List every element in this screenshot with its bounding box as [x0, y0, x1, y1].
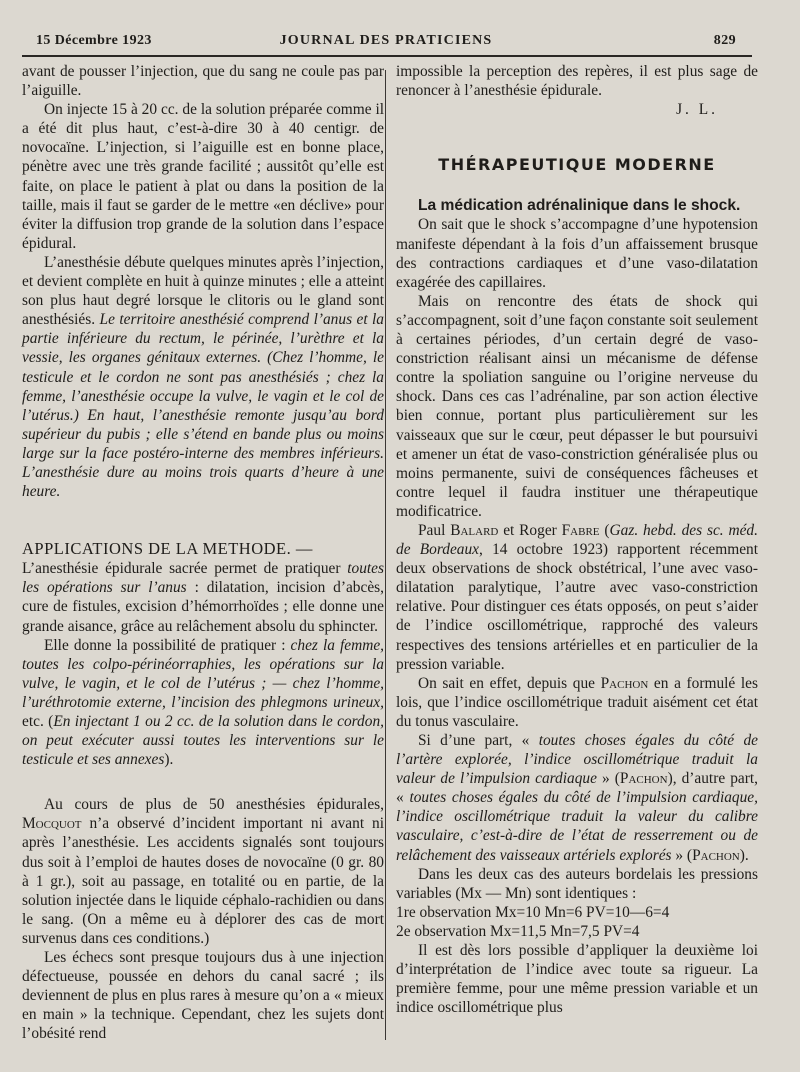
text: On sait en effet, depuis que [418, 674, 595, 692]
author-name: Mocquot [22, 815, 82, 833]
journal-title: JOURNAL DES PRATICIENS [279, 33, 493, 48]
article-title: La médication adrénalinique dans le shock. [418, 197, 741, 215]
author-name: Balard [450, 521, 499, 539]
section-title: THÉRAPEUTIQUE MODERNE [438, 155, 716, 175]
text: Au cours de plus de 50 anesthésies épidurales, [44, 796, 384, 814]
paragraph [396, 731, 758, 865]
paragraph: On sait que le shock s’accompagne d’une hypotension manifeste dépendant à la fois d’un affaissement brusque des contractions cardiaques et d’une vaso-dilatation exagérée des capillaires. [396, 216, 758, 291]
paragraph: Mais on rencontre des états de shock qui s’accompagnent, soit d’une façon constante soit seulement à certaines périodes, d’un certain degré de vaso-constriction réalisant ainsi un mécanisme de défense contre la spoliation sanguine ou l’origine nerveuse du shock. Dans ces cas l’adrénaline, par son action élective bien connue, portant plus particulièrement sur les vaisseaux que sur le cœur, peut dépasser le but poursuivi et amener un état de vaso-constriction généralisée plus ou moins permanente, suivi de conséquences fâcheuses et contre lequel il faudra instituer une thérapeutique modificatrice. [396, 292, 758, 520]
italic-quote: toutes choses égales du côté de l’impulsion cardiaque, l’indice oscillométrique traduit la valeur du calibre vasculaire, c’est-à-dire de l’état de resserrement ou de relâchement des vaisseaux artériels explorés [396, 789, 758, 864]
observation-line: 1re observation Mx=10 Mn=6 PV=10—6=4 [396, 903, 670, 921]
italic-quote: toutes choses égales du côté de l’artère explorée, l’indice oscillométrique traduit la valeur de l’impulsion cardiaque [396, 732, 758, 788]
header-rule [22, 55, 752, 57]
text: » ( [602, 770, 620, 788]
issue-date: 15 Décembre 1923 [36, 33, 152, 48]
italic-text: toutes les opérations sur l’anus [22, 560, 384, 597]
italic-text: chez la femme, toutes les colpo-périnéorraphies, les opérations sur la vulve, le vagin, et le col de l’utérus ; — chez l’homme, l’uréthrotomie externe, l’incision des phlegmons urineux, [22, 636, 384, 711]
observation-line: 2e observation Mx=11,5 Mn=7,5 PV=4 [396, 922, 640, 940]
italic-text: Le territoire anesthésié comprend l’anus et la partie inférieure du rectum, le périnée, l’urèthre et la vessie, les organes génitaux externes. (Chez l’homme, le testicule et le cordon ne sont pas anesthésiés ; chez la femme, l’anesthésie occupe la vulve, le vagin et le col de l’utérus.) En haut, l’anesthésie remonte jusqu’au bord supérieur du pubis ; elle s’étend en bande plus ou moins large sur la face postéro-interne des membres inférieurs. L’anesthésie dure au moins trois quarts d’heure à une heure. [22, 311, 384, 501]
paragraph: Dans les deux cas des auteurs bordelais les pressions variables (Mx — Mn) sont identiques : [396, 865, 758, 902]
text: Elle donne la possibilité de pratiquer : [44, 636, 286, 654]
text: L’anesthésie épidurale sacrée permet de pratiquer [22, 560, 341, 578]
paragraph [22, 795, 384, 948]
text: L’anesthésie débute quelques minutes après l’injection, et devient complète en huit à quinze minutes ; elle a atteint son plus haut degré lorsque le clitoris ou le gland sont anesthésiés. [22, 253, 384, 329]
text: et Roger [503, 521, 557, 539]
column-divider [385, 70, 386, 1040]
author-name: Fabre [561, 521, 600, 539]
text: en a formulé les lois, que l’indice oscillométrique traduit aisément cet état du tonus vasculaire. [396, 674, 758, 730]
italic-text: En injectant 1 ou 2 cc. de la solution dans le cordon, on peut exécuter aussi toutes les interventions sur le testicule et ses annexes [22, 713, 384, 769]
paragraph: Les échecs sont presque toujours dus à une injection défectueuse, poussée en dehors du canal sacré ; ils deviennent de plus en plus rares à mesure qu’on a « mieux en main » la technique. Cependant, chez les sujets dont l’obésité rend [22, 949, 384, 1043]
text: ( [604, 521, 610, 539]
paragraph: impossible la perception des repères, il est plus sage de renoncer à l’anesthésie épidurale. [396, 63, 758, 100]
text: n’a observé d’incident important ni avant ni après l’anesthésie. Les accidents signalés sont toujours dus soit à l’emploi de hautes doses de novocaïne (0 gr. 80 à 1 gr.), soit au passage, en totalité ou en partie, de la solution injectée dans le liquide céphalo-rachidien ou dans le sang. (On a même eu à déplorer des cas de mort survenus dans ces conditions.) [22, 815, 384, 947]
running-head [36, 33, 736, 51]
text: Paul [418, 521, 446, 539]
text: , 14 octobre 1923) rapportent récemment deux observations de shock obstétrical, l’une avec vaso-dilatation paralytique, l’autre avec vaso-constriction relative. Pour distinguer ces états opposés, on peut s’aider de l’indice oscillométrique, rapproché des valeurs respectives des tensions artérielles et en particulier de la pression variable. [396, 541, 758, 673]
text: ). [739, 846, 749, 864]
left-column [22, 62, 384, 1044]
author-name: Pachon [692, 846, 740, 864]
text: etc. ( [22, 713, 54, 730]
applications-heading: APPLICATIONS DE LA METHODE. — [22, 539, 313, 559]
paragraph: avant de pousser l’injection, que du sang ne coule pas par l’aiguille. [22, 63, 384, 100]
right-column [396, 62, 758, 1017]
text: Si d’une part, « [418, 732, 530, 749]
text: » ( [675, 846, 693, 864]
journal-citation: Gaz. hebd. des sc. méd. de Bordeaux [396, 521, 758, 559]
spacer [22, 501, 384, 539]
author-name: Pachon [619, 770, 668, 788]
paragraph [396, 674, 758, 731]
author-name: Pachon [600, 674, 649, 692]
text: ). [164, 751, 174, 769]
paragraph [22, 559, 384, 635]
paragraph: On injecte 15 à 20 cc. de la solution préparée comme il a été dit plus haut, c’est-à-dire 30 à 40 centigr. de novocaïne. L’injection, si l’aiguille est en bonne place, pénètre avec une très grande facilité ; aussitôt qu’elle est faite, on place le patient à plat ou dans la position de la taille, mais il faut se garder de le mettre «en déclive» pour éviter la diffusion trop grande de la solution dans l’espace épidural. [22, 101, 384, 252]
paragraph [22, 636, 384, 770]
text: : dilatation, incision d’abcès, cure de fistules, excision d’hémorrhoïdes ; elle donne une grande aisance, grâce au relâchement absolu du sphincter. [22, 579, 384, 635]
text: ), d’autre part, « [396, 770, 758, 807]
subheading-paragraph [22, 539, 384, 559]
page-number: 829 [713, 33, 736, 48]
paragraph [22, 253, 384, 501]
spacer [22, 769, 384, 795]
paragraph [396, 521, 758, 674]
author-initials: J. L. [676, 101, 718, 119]
paragraph: Il est dès lors possible d’appliquer la deuxième loi d’interprétation de l’indice avec toute sa rigueur. La première femme, pour une même pression variable et un indice oscillométrique plus [396, 942, 758, 1017]
